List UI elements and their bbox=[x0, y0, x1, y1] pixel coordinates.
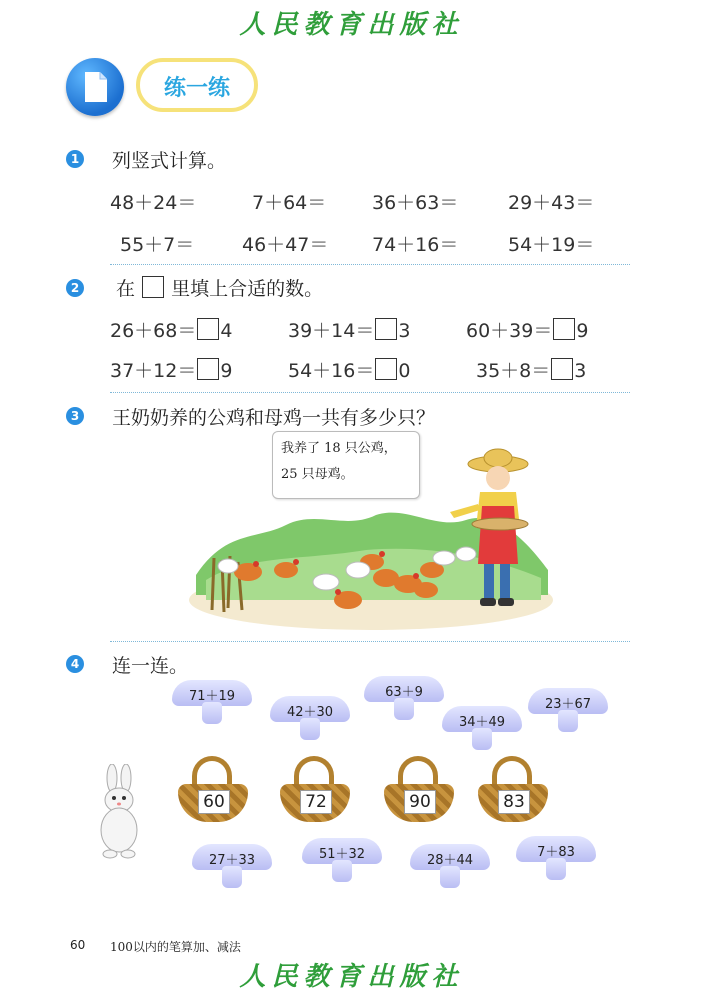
q2-tail-digit: 4 bbox=[220, 320, 233, 342]
mushroom-card[interactable] bbox=[270, 696, 350, 740]
mushroom-card[interactable] bbox=[302, 838, 382, 882]
question-number-4: 4 bbox=[66, 655, 84, 673]
basket[interactable] bbox=[178, 756, 248, 826]
basket[interactable] bbox=[280, 756, 350, 826]
question-1-instruction: 列竖式计算。 bbox=[112, 150, 227, 172]
mushroom-stem bbox=[222, 866, 242, 888]
q1-problem: 74＋16＝ bbox=[372, 234, 459, 256]
section-divider bbox=[110, 641, 630, 642]
basket-number: 72 bbox=[300, 790, 332, 814]
q2-expression: 60＋39＝ bbox=[466, 320, 553, 342]
basket-number: 83 bbox=[498, 790, 530, 814]
basket[interactable] bbox=[384, 756, 454, 826]
mushroom-card[interactable] bbox=[516, 836, 596, 880]
answer-box[interactable] bbox=[197, 318, 219, 340]
mushroom-expression: 51＋32 bbox=[318, 847, 366, 862]
chapter-title: 100以内的笔算加、减法 bbox=[110, 940, 241, 954]
q2-tail-digit: 9 bbox=[220, 360, 233, 382]
mushroom-stem bbox=[300, 718, 320, 740]
q1-problem: 48＋24＝ bbox=[110, 192, 197, 214]
page-number: 60 bbox=[70, 938, 86, 952]
section-divider bbox=[110, 392, 630, 393]
question-number-3: 3 bbox=[66, 407, 84, 425]
q2-item bbox=[288, 356, 410, 383]
publisher-logo: 人民教育出版社 bbox=[239, 10, 464, 40]
mushroom-expression: 23＋67 bbox=[544, 697, 592, 712]
mushroom-card[interactable] bbox=[442, 706, 522, 750]
mushroom-expression: 7＋83 bbox=[537, 845, 575, 860]
mushroom-expression: 27＋33 bbox=[208, 853, 256, 868]
mushroom-stem bbox=[202, 702, 222, 724]
q1-problem: 46＋47＝ bbox=[242, 234, 329, 256]
answer-box[interactable] bbox=[375, 358, 397, 380]
mushroom-card[interactable] bbox=[410, 844, 490, 888]
q2-tail-digit: 9 bbox=[576, 320, 589, 342]
q2-expression: 39＋14＝ bbox=[288, 320, 375, 342]
basket-number: 90 bbox=[404, 790, 436, 814]
speech-line-2: 25 只母鸡。 bbox=[281, 467, 354, 482]
mushroom-expression: 71＋19 bbox=[188, 689, 236, 704]
mushroom-expression: 34＋49 bbox=[458, 715, 506, 730]
q2-tail-digit: 0 bbox=[398, 360, 411, 382]
q2-item bbox=[110, 356, 232, 383]
mushroom-card[interactable] bbox=[192, 844, 272, 888]
question-number-1: 1 bbox=[66, 150, 84, 168]
publisher-logo: 人民教育出版社 bbox=[239, 962, 464, 992]
basket[interactable] bbox=[478, 756, 548, 826]
mushroom-stem bbox=[558, 710, 578, 732]
speech-line-1: 我养了 18 只公鸡， bbox=[281, 441, 397, 456]
mushroom-card[interactable] bbox=[172, 680, 252, 724]
q2-tail-digit: 3 bbox=[398, 320, 411, 342]
mushroom-expression: 42＋30 bbox=[286, 705, 334, 720]
question-4-instruction: 连一连。 bbox=[112, 655, 189, 677]
answer-box[interactable] bbox=[553, 318, 575, 340]
q1-problem: 55＋7＝ bbox=[120, 234, 195, 256]
answer-box[interactable] bbox=[551, 358, 573, 380]
answer-box[interactable] bbox=[375, 318, 397, 340]
q2-instruction-after: 里填上合适的数。 bbox=[171, 278, 324, 300]
basket-number: 60 bbox=[198, 790, 230, 814]
q2-item bbox=[466, 316, 588, 343]
q2-item bbox=[476, 356, 586, 383]
q2-tail-digit: 3 bbox=[574, 360, 587, 382]
q2-expression: 35＋8＝ bbox=[476, 360, 551, 382]
mushroom-card[interactable] bbox=[364, 676, 444, 720]
mushroom-stem bbox=[440, 866, 460, 888]
grandma-illustration bbox=[450, 448, 540, 618]
q1-problem: 36＋63＝ bbox=[372, 192, 459, 214]
mushroom-stem bbox=[472, 728, 492, 750]
q1-problem: 7＋64＝ bbox=[252, 192, 327, 214]
mushroom-expression: 28＋44 bbox=[426, 853, 474, 868]
mushroom-stem bbox=[332, 860, 352, 882]
rabbit-illustration bbox=[94, 764, 144, 860]
answer-box[interactable] bbox=[197, 358, 219, 380]
section-divider bbox=[110, 264, 630, 265]
section-title: 练一练 bbox=[136, 58, 258, 112]
q1-problem: 54＋19＝ bbox=[508, 234, 595, 256]
mushroom-stem bbox=[394, 698, 414, 720]
question-2-instruction bbox=[116, 274, 323, 301]
mushroom-stem bbox=[546, 858, 566, 880]
q2-expression: 37＋12＝ bbox=[110, 360, 197, 382]
q2-expression: 54＋16＝ bbox=[288, 360, 375, 382]
q1-problem: 29＋43＝ bbox=[508, 192, 595, 214]
mushroom-card[interactable] bbox=[528, 688, 608, 732]
blank-box bbox=[142, 276, 164, 298]
q2-instruction-before: 在 bbox=[116, 278, 136, 300]
q2-expression: 26＋68＝ bbox=[110, 320, 197, 342]
q2-item bbox=[288, 316, 410, 343]
q2-item bbox=[110, 316, 232, 343]
document-icon bbox=[66, 58, 124, 116]
question-number-2: 2 bbox=[66, 279, 84, 297]
speech-bubble bbox=[272, 431, 420, 499]
question-3-text: 王奶奶养的公鸡和母鸡一共有多少只？ bbox=[112, 407, 436, 429]
mushroom-expression: 63＋9 bbox=[385, 685, 423, 700]
